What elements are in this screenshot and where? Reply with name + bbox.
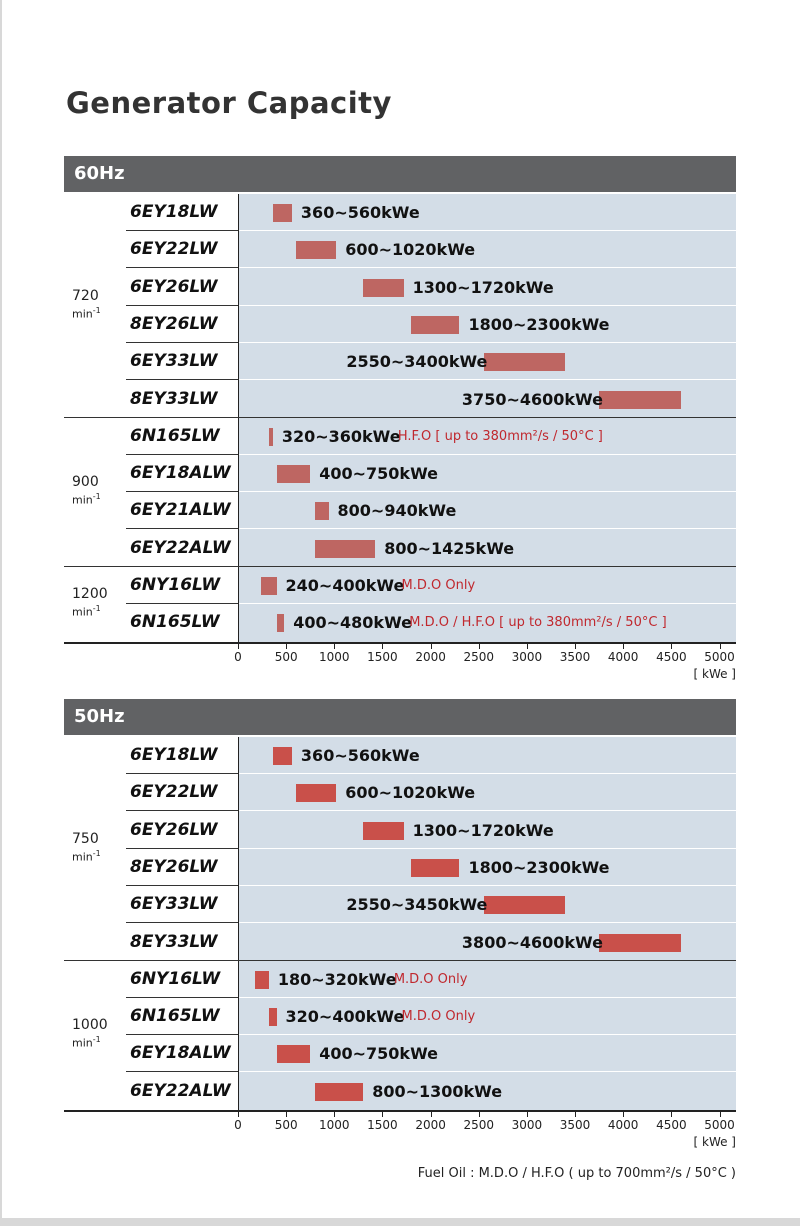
fuel-oil-footnote: Fuel Oil : M.D.O / H.F.O ( up to 700mm²/s / 50°C ): [417, 1166, 736, 1181]
x-tick-label: 500: [274, 649, 298, 664]
page-frame-bottom: [0, 1218, 800, 1226]
page-frame-left: [0, 0, 2, 1226]
chart-row: [126, 961, 736, 998]
model-name: 6EY33LW: [130, 894, 218, 915]
chart-row: [126, 604, 736, 641]
speed-value: 720: [72, 287, 99, 304]
speed-unit-text: min: [72, 494, 93, 508]
x-tick-label: 1500: [367, 1118, 398, 1132]
model-name: 8EY33LW: [130, 931, 218, 952]
range-label: 800~940kWe: [337, 501, 457, 521]
range-bar: [277, 1045, 311, 1063]
range-bar: [411, 316, 459, 334]
speed-unit: [72, 849, 101, 864]
speed-unit: [72, 492, 101, 507]
range-label: 400~750kWe: [319, 1044, 438, 1064]
x-axis-baseline: [64, 642, 736, 644]
x-tick-mark: [431, 1112, 432, 1117]
x-tick-mark: [286, 644, 287, 649]
x-tick-mark: [527, 644, 528, 649]
range-label: 3800~4600kWe: [461, 932, 603, 952]
range-label: 2550~3400kWe: [346, 352, 488, 372]
model-name: 6EY18ALW: [130, 463, 231, 484]
x-tick-label: 0: [234, 649, 242, 664]
x-tick-mark: [671, 1112, 672, 1117]
x-tick-label: 1500: [367, 649, 398, 664]
model-name: 6EY22ALW: [130, 537, 231, 558]
model-name: 6N165LW: [130, 1006, 220, 1027]
range-label: 600~1020kWe: [345, 240, 476, 260]
model-name: 6NY16LW: [130, 968, 221, 989]
x-tick-mark: [623, 644, 624, 649]
range-bar: [261, 577, 276, 595]
x-tick-label: 3500: [559, 649, 591, 664]
x-axis-unit: [ kWe ]: [693, 1135, 736, 1149]
x-tick-label: 1000: [319, 1118, 350, 1132]
x-axis-baseline: [64, 1110, 736, 1112]
range-bar: [599, 934, 681, 952]
x-tick-mark: [382, 1112, 383, 1117]
fuel-note: M.D.O / H.F.O [ up to 380mm²/s / 50°C ]: [409, 615, 667, 631]
range-label: 1800~2300kWe: [468, 857, 610, 877]
range-bar: [269, 1008, 277, 1026]
range-bar: [484, 353, 566, 371]
x-tick-label: 2000: [415, 649, 446, 664]
speed-unit-text: min: [72, 850, 93, 864]
range-bar: [315, 502, 328, 520]
speed-unit-exponent: -1: [92, 1035, 101, 1045]
fuel-note: M.D.O Only: [401, 578, 476, 593]
x-tick-mark: [238, 1112, 239, 1117]
model-name: 6EY22LW: [130, 782, 218, 803]
range-label: 360~560kWe: [300, 746, 420, 765]
page-title: Generator Capacity: [66, 86, 392, 120]
chart-row: [126, 924, 736, 961]
range-bar: [484, 896, 566, 914]
model-name: 6N165LW: [130, 612, 220, 633]
fuel-note: M.D.O Only: [401, 1009, 476, 1025]
model-name: 6EY18LW: [130, 745, 218, 765]
model-name: 8EY26LW: [130, 313, 218, 334]
fuel-note: H.F.O [ up to 380mm²/s / 50°C ]: [397, 428, 603, 444]
x-tick-mark: [382, 644, 383, 649]
speed-unit-text: min: [72, 1037, 93, 1051]
range-label: 1300~1720kWe: [412, 277, 554, 297]
chart-row: [126, 849, 736, 886]
speed-label: [72, 586, 108, 619]
range-label: 600~1020kWe: [345, 783, 476, 803]
x-tick-label: 0: [234, 1118, 242, 1132]
x-tick-label: 3500: [559, 1118, 591, 1132]
model-name: 6EY33LW: [130, 351, 218, 372]
model-name: 6EY22LW: [130, 239, 218, 260]
chart-row: [126, 306, 736, 343]
chart-row: [126, 812, 736, 849]
chart-row: [126, 1035, 736, 1072]
range-bar: [599, 391, 681, 409]
model-name: 6EY26LW: [130, 276, 218, 297]
x-axis-unit: [ kWe ]: [693, 666, 736, 681]
section-header-60hz: 60Hz: [64, 156, 736, 192]
speed-unit-exponent: -1: [92, 848, 101, 858]
range-label: 1800~2300kWe: [468, 314, 610, 334]
range-label: 320~400kWe: [285, 1007, 405, 1027]
chart-row: [126, 194, 736, 231]
x-tick-mark: [720, 1112, 721, 1117]
speed-unit: [72, 306, 101, 321]
x-tick-label: 4500: [656, 1118, 687, 1132]
model-name: 6EY22ALW: [130, 1080, 231, 1101]
speed-unit: [72, 1035, 108, 1050]
model-name: 6EY26LW: [130, 819, 218, 840]
x-tick-label: 500: [274, 1118, 298, 1132]
x-tick-label: 1000: [319, 649, 350, 664]
x-tick-label: 4500: [656, 649, 687, 664]
x-tick-mark: [334, 644, 335, 649]
chart-row: [126, 530, 736, 567]
x-tick-label: 2500: [463, 1118, 495, 1132]
speed-unit-exponent: -1: [92, 305, 101, 315]
range-label: 1300~1720kWe: [412, 820, 554, 840]
speed-label: [72, 474, 101, 507]
chart-row: [126, 774, 736, 811]
range-bar: [315, 1083, 363, 1101]
range-label: 320~360kWe: [281, 426, 401, 446]
range-label: 400~480kWe: [293, 613, 412, 633]
chart-row: [126, 381, 736, 418]
x-tick-mark: [623, 1112, 624, 1117]
speed-unit-text: min: [72, 605, 93, 619]
chart-row: [126, 231, 736, 268]
x-tick-label: 3000: [511, 649, 543, 664]
x-tick-mark: [720, 644, 721, 649]
model-name: 6N165LW: [130, 425, 220, 446]
chart-row: [126, 492, 736, 529]
speed-label: [72, 288, 101, 321]
model-name: 6EY18LW: [130, 202, 218, 222]
x-tick-mark: [431, 644, 432, 649]
x-tick-label: 3000: [511, 1118, 543, 1132]
range-bar: [315, 540, 375, 558]
x-tick-mark: [479, 644, 480, 649]
range-label: 800~1300kWe: [372, 1081, 503, 1101]
model-name: 6EY21ALW: [130, 500, 231, 521]
chart-row: [126, 886, 736, 923]
speed-label: [72, 1017, 108, 1050]
range-bar: [411, 859, 459, 877]
chart-row: [126, 737, 736, 774]
x-tick-label: 5000: [704, 649, 735, 664]
chart-row: [126, 455, 736, 492]
speed-value: 1200: [72, 586, 108, 603]
x-tick-mark: [334, 1112, 335, 1117]
speed-unit-exponent: -1: [92, 604, 101, 614]
model-name: 8EY26LW: [130, 856, 218, 877]
range-label: 360~560kWe: [300, 203, 420, 222]
x-tick-label: 4000: [607, 649, 639, 664]
x-tick-mark: [286, 1112, 287, 1117]
range-bar: [296, 784, 336, 802]
speed-label: [72, 831, 101, 864]
x-tick-label: 5000: [704, 1118, 735, 1132]
range-bar: [269, 428, 273, 446]
speed-value: 750: [72, 830, 99, 847]
model-name: 6NY16LW: [130, 575, 221, 595]
range-bar: [273, 747, 292, 765]
x-tick-mark: [575, 1112, 576, 1117]
model-name: 8EY33LW: [130, 388, 218, 409]
range-label: 800~1425kWe: [384, 538, 515, 558]
speed-unit: [72, 604, 108, 619]
x-tick-label: 2500: [463, 649, 495, 664]
range-label: 180~320kWe: [277, 969, 397, 989]
range-label: 3750~4600kWe: [461, 389, 603, 409]
range-bar: [277, 465, 311, 483]
speed-value: 900: [72, 474, 99, 491]
range-bar: [296, 241, 336, 259]
section-header-50hz: 50Hz: [64, 699, 736, 735]
range-label: 400~750kWe: [319, 464, 438, 484]
chart-row: [126, 418, 736, 455]
x-tick-label: 2000: [415, 1118, 446, 1132]
x-tick-mark: [479, 1112, 480, 1117]
speed-unit-text: min: [72, 307, 93, 321]
range-bar: [255, 971, 268, 989]
range-label: 2550~3450kWe: [346, 895, 488, 915]
fuel-note: M.D.O Only: [393, 971, 468, 987]
chart-row: [126, 567, 736, 604]
x-tick-mark: [575, 644, 576, 649]
x-tick-mark: [671, 644, 672, 649]
x-tick-label: 4000: [607, 1118, 639, 1132]
range-bar: [277, 614, 285, 632]
range-label: 240~400kWe: [285, 576, 405, 595]
chart-row: [126, 998, 736, 1035]
x-tick-mark: [238, 644, 239, 649]
x-tick-mark: [527, 1112, 528, 1117]
model-name: 6EY18ALW: [130, 1043, 231, 1064]
speed-value: 1000: [72, 1017, 108, 1034]
speed-unit-exponent: -1: [92, 492, 101, 502]
chart-row: [126, 269, 736, 306]
chart-row: [126, 1073, 736, 1110]
range-bar: [273, 204, 292, 222]
range-bar: [363, 822, 403, 840]
chart-row: [126, 343, 736, 380]
range-bar: [363, 279, 403, 297]
